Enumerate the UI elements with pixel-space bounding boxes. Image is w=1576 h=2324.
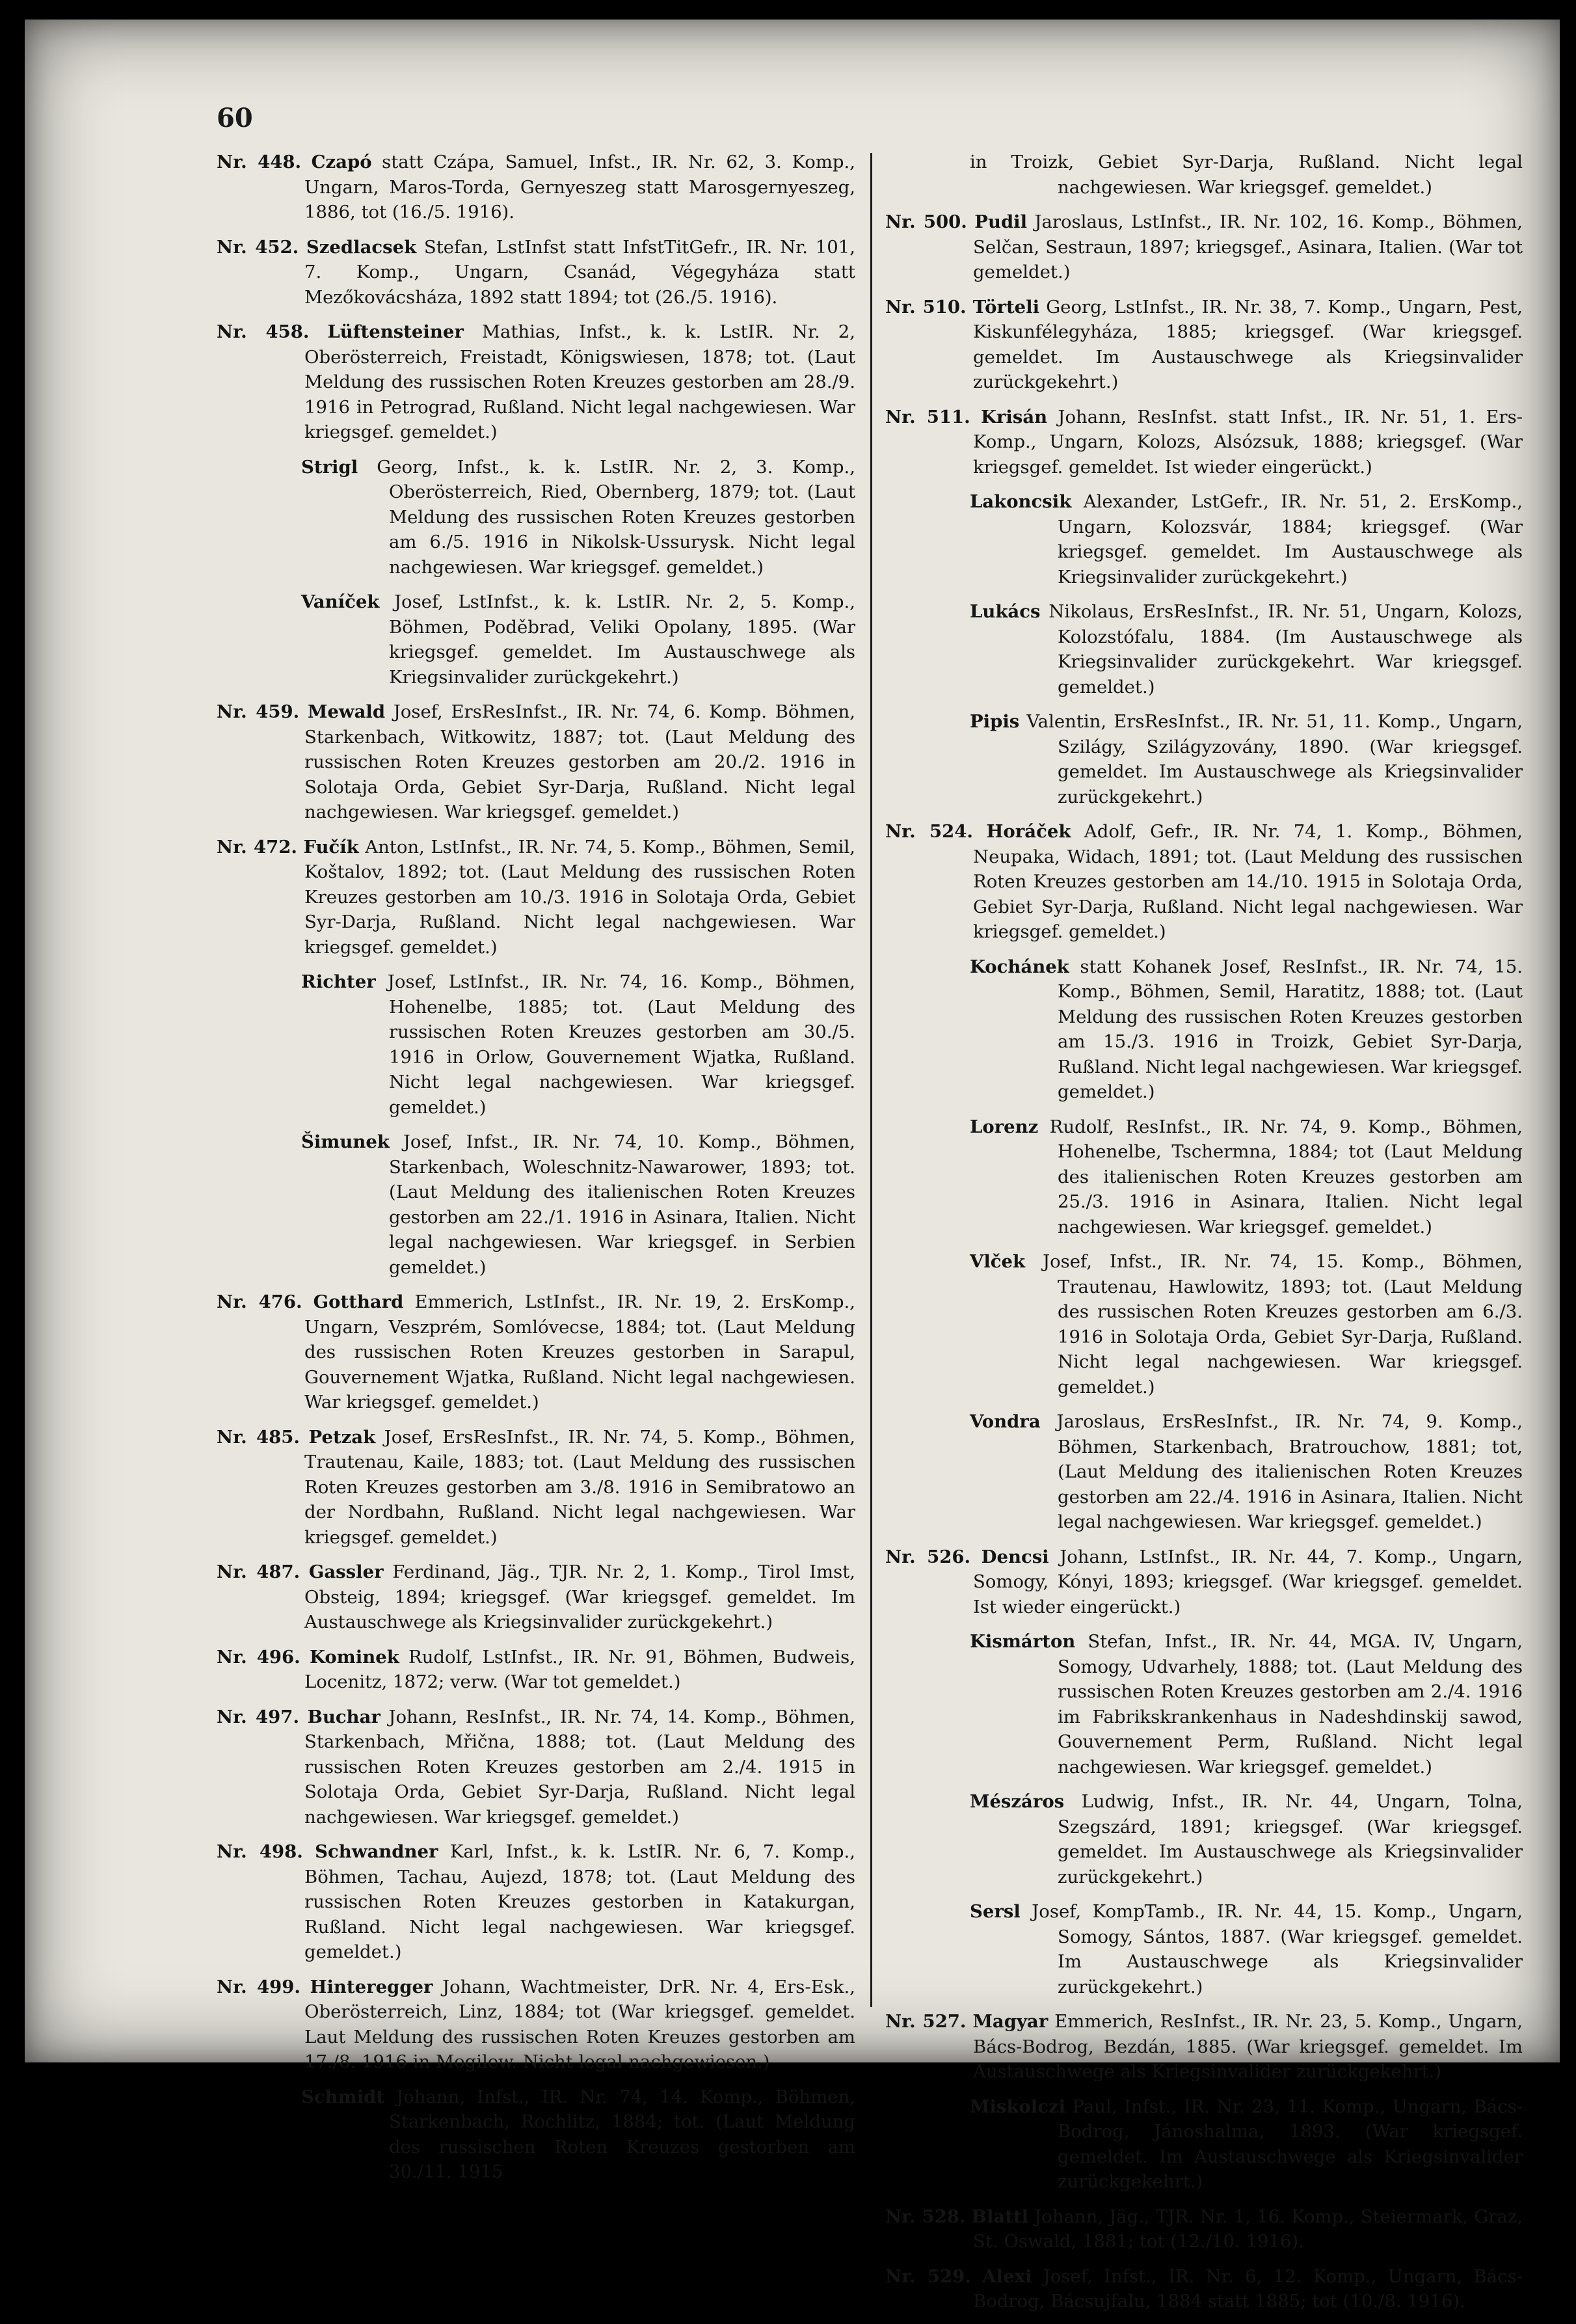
entry-number: Nr. 472. xyxy=(217,836,297,858)
entry xyxy=(301,1129,855,1280)
entry-text: Paul, Infst., IR. Nr. 23, 11. Komp., Ungarn, Bács-Bodrog, Jánoshalma, 1893. (War kriegsgef. gemeldet. Im Austauschwege als Kriegsinvalider zurückgekehrt.) xyxy=(1058,2096,1523,2192)
entry xyxy=(885,2204,1523,2254)
entry xyxy=(301,969,855,1120)
page-number: 60 xyxy=(217,103,253,133)
entry-text: Georg, Infst., k. k. LstIR. Nr. 2, 3. Komp., Oberösterreich, Ried, Obernberg, 1879; tot. (Laut Meldung des russischen Roten Kreuzes gestorben am 6./5. 1916 in Nikolsk-Ussurysk. Nicht legal nachgewiesen. War kriegsgef. gemeldet.) xyxy=(377,456,855,578)
entry-text: Johann, Jäg., TJR. Nr. 1, 16. Komp., Steiermark, Graz, St. Oswald, 1881; tot (12./10. 1916). xyxy=(973,2206,1523,2252)
entry-name: Magyar xyxy=(972,2011,1048,2032)
entry xyxy=(970,1249,1523,1399)
entry-number: Nr. 452. xyxy=(217,236,299,258)
entry xyxy=(970,709,1523,809)
entry-text: Karl, Infst., k. k. LstIR. Nr. 6, 7. Komp., Böhmen, Tachau, Aujezd, 1878; tot. (Laut Meldung des russischen Roten Kreuzes gestorben in Katakurgan, Rußland. Nicht legal nachgewiesen. War kriegsgef. gemeldet.) xyxy=(304,1841,855,1962)
entry-name: Vondra xyxy=(970,1411,1041,1432)
entry-name: Kochánek xyxy=(970,956,1069,977)
entry-number: Nr. 448. xyxy=(217,152,302,172)
entry-number: Nr. 500. xyxy=(885,211,967,232)
entry-number: Nr. 526. xyxy=(885,1546,971,1567)
entry-name: Kominek xyxy=(310,1646,399,1668)
entry-name: Schwandner xyxy=(315,1841,438,1862)
entry-text: Josef, Infst., IR. Nr. 6, 12. Komp., Ungarn, Bács-Bodrog, Bácsujfalu, 1884 statt 1885; tot (10./8. 1916). xyxy=(973,2265,1523,2312)
entry-name: Lukács xyxy=(970,601,1041,622)
entry xyxy=(970,489,1523,589)
entry-text: statt Czápa, Samuel, Infst., IR. Nr. 62, 3. Komp., Ungarn, Maros-Torda, Gernyeszeg statt Marosgernyeszeg, 1886, tot (16./5. 1916). xyxy=(304,152,855,223)
entry-text: Johann, Wachtmeister, DrR. Nr. 4, Ers-Esk., Oberösterreich, Linz, 1884; tot (War kriegsgef. gemeldet. Laut Meldung des russischen Roten Kreuzes gestorben am 17./8. 1916 in Mogilew. Nicht legal nachgewiesen.) xyxy=(304,1976,855,2072)
entry xyxy=(885,1545,1523,1620)
entry-text: Nikolaus, ErsResInfst., IR. Nr. 51, Ungarn, Kolozs, Kolozstófalu, 1884. (Im Austauschwege als Kriegsinvalider zurückgekehrt. War kriegsgef. gemeldet.) xyxy=(1048,601,1523,697)
entry-text: Stefan, LstInfst statt InfstTitGefr., IR. Nr. 101, 7. Komp., Ungarn, Csanád, Végegyháza statt Mezőkovácsháza, 1892 statt 1894; tot (26./5. 1916). xyxy=(304,236,855,308)
entry-name: Vaníček xyxy=(301,591,380,612)
entry-name: Gassler xyxy=(308,1561,384,1582)
entry xyxy=(217,1975,855,2075)
entry-number: Nr. 499. xyxy=(217,1976,301,1997)
entry-number: Nr. 458. xyxy=(217,321,310,342)
entry-text: Johann, ResInfst., IR. Nr. 74, 14. Komp., Böhmen, Starkenbach, Mřična, 1888; tot. (Laut Meldung des russischen Roten Kreuzes gestorben am 2./4. 1915 in Solotaja Orda, Gebiet Syr-Darja, Rußland. Nicht legal nachgewiesen. War kriegsgef. gemeldet.) xyxy=(304,1706,856,1828)
entry-name: Kismárton xyxy=(970,1631,1076,1652)
entry-name: Krisán xyxy=(981,406,1048,427)
entry-name: Schmidt xyxy=(301,2086,385,2107)
entry xyxy=(885,819,1523,945)
entry-text: Alexander, LstGefr., IR. Nr. 51, 2. ErsKomp., Ungarn, Kolozsvár, 1884; kriegsgef. (War kriegsgef. gemeldet. Im Austauschwege als Kriegsinvalider zurückgekehrt.) xyxy=(1058,491,1523,588)
entry-name: Dencsi xyxy=(981,1546,1049,1567)
entry xyxy=(217,835,855,960)
entry-text: Josef, ErsResInfst., IR. Nr. 74, 5. Komp., Böhmen, Trautenau, Kaile, 1883; tot. (Laut Meldung des russischen Roten Kreuzes gestorben am 3./8. 1916 in Semibratowo an der Nordbahn, Rußland. Nicht legal nachgewiesen. War kriegsgef. gemeldet.) xyxy=(304,1426,855,1548)
entry xyxy=(217,150,855,225)
entry-name: Pudil xyxy=(974,211,1028,232)
entry xyxy=(970,150,1523,200)
entry-name: Petzak xyxy=(308,1426,376,1448)
entry-name: Blattl xyxy=(971,2206,1029,2227)
entry-text: Josef, LstInfst., k. k. LstIR. Nr. 2, 5. Komp., Böhmen, Poděbrad, Veliki Opolany, 1895. (War kriegsgef. gemeldet. Im Austauschwege als Kriegsinvalider zurückgekehrt.) xyxy=(389,591,855,688)
entry-text: Emmerich, LstInfst., IR. Nr. 19, 2. ErsKomp., Ungarn, Veszprém, Somlóvecse, 1884; tot. (Laut Meldung des russischen Roten Kreuzes gestorben in Sarapul, Gouvernement Wjatka, Rußland. Nicht legal nachgewiesen. War kriegsgef. gemeldet.) xyxy=(304,1291,855,1412)
entry-number: Nr. 496. xyxy=(217,1646,301,1668)
entry xyxy=(970,2094,1523,2195)
entry-text: Adolf, Gefr., IR. Nr. 74, 1. Komp., Böhmen, Neupaka, Widach, 1891; tot. (Laut Meldung des russischen Roten Kreuzes gestorben am 14./10. 1915 in Solotaja Orda, Gebiet Syr-Darja, Rußland. Nicht legal nachgewiesen. War kriegsgef. gemeldet.) xyxy=(973,821,1523,942)
entry-name: Mewald xyxy=(307,701,386,722)
entry-name: Buchar xyxy=(307,1706,381,1727)
entry-name: Lüftensteiner xyxy=(327,321,464,342)
entry-text: Josef, LstInfst., IR. Nr. 74, 16. Komp., Böhmen, Hohenelbe, 1885; tot. (Laut Meldung des russischen Roten Kreuzes gestorben am 30./5. 1916 in Orlow, Gouvernement Wjatka, Rußland. Nicht legal nachgewiesen. War kriegsgef. gemeldet.) xyxy=(387,971,856,1118)
entry-number: Nr. 476. xyxy=(217,1291,302,1312)
entry-number: Nr. 459. xyxy=(217,701,300,722)
entry-text: statt Kohanek Josef, ResInfst., IR. Nr. 74, 15. Komp., Böhmen, Semil, Haratitz, 1888; tot. (Laut Meldung des russischen Roten Kreuzes gestorben am 15./3. 1916 in Troizk, Gebiet Syr-Darja, Rußland. Nicht legal nachgewiesen. War kriegsgef. gemeldet.) xyxy=(1058,956,1523,1102)
entry-number: Nr. 527. xyxy=(885,2011,967,2032)
entry xyxy=(970,1789,1523,1889)
entry-number: Nr. 511. xyxy=(885,406,970,427)
entry xyxy=(217,1425,855,1550)
entry-number: Nr. 498. xyxy=(217,1841,303,1862)
entry-number: Nr. 510. xyxy=(885,296,967,318)
entry-name: Richter xyxy=(301,971,376,992)
entry-number: Nr. 485. xyxy=(217,1426,300,1448)
entry-text: in Troizk, Gebiet Syr-Darja, Rußland. Nicht legal nachgewiesen. War kriegsgef. gemeldet.) xyxy=(970,152,1523,198)
entry-name: Törteli xyxy=(972,296,1040,318)
entry-text: Josef, Infst., IR. Nr. 74, 15. Komp., Böhmen, Trautenau, Hawlowitz, 1893; tot. (Laut Meldung des russischen Roten Kreuzes gestorben am 6./3. 1916 in Solotaja Orda, Gebiet Syr-Darja, Rußland. Nicht legal nachgewiesen. War kriegsgef. gemeldet.) xyxy=(1043,1251,1523,1398)
entry xyxy=(970,599,1523,699)
entry-text: Ferdinand, Jäg., TJR. Nr. 2, 1. Komp., Tirol Imst, Obsteig, 1894; kriegsgef. (War kriegsgef. gemeldet. Im Austauschwege als Kriegsinvalider zurückgekehrt.) xyxy=(304,1561,855,1632)
entry-text: Stefan, Infst., IR. Nr. 44, MGA. IV, Ungarn, Somogy, Udvarhely, 1888; tot. (Laut Meldung des russischen Roten Kreuzes gestorben am 2./4. 1916 im Fabrikskrankenhaus in Nadeshdinskij sawod, Gouvernement Perm, Rußland. Nicht legal nachgewiesen. War kriegsgef. gemeldet.) xyxy=(1058,1631,1523,1777)
entry-name: Strigl xyxy=(301,456,358,478)
entry xyxy=(970,1629,1523,1779)
entry xyxy=(217,319,855,445)
entry-text: Mathias, Infst., k. k. LstIR. Nr. 2, Oberösterreich, Freistadt, Königswiesen, 1878; tot. (Laut Meldung des russischen Roten Kreuzes gestorben am 28./9. 1916 in Petrograd, Rußland. Nicht legal nachgewiesen. War kriegsgef. gemeldet.) xyxy=(304,321,855,442)
entry xyxy=(885,209,1523,285)
entry-name: Mészáros xyxy=(970,1791,1065,1812)
entry-number: Nr. 528. xyxy=(885,2206,966,2227)
entry-name: Horáček xyxy=(986,821,1071,842)
entry-text: Anton, LstInfst., IR. Nr. 74, 5. Komp., Böhmen, Semil, Koštalov, 1892; tot. (Laut Meldung des russischen Roten Kreuzes gestorben am 10./3. 1916 in Solotaja Orda, Gebiet Syr-Darja, Rußland. Nicht legal nachgewiesen. War kriegsgef. gemeldet.) xyxy=(304,836,855,958)
entry xyxy=(970,1409,1523,1535)
entry xyxy=(217,1560,855,1635)
entry-name: Fučík xyxy=(303,836,359,858)
entry-name: Lakoncsik xyxy=(970,491,1072,512)
entry-number: Nr. 529. xyxy=(885,2265,971,2287)
entry-number: Nr. 497. xyxy=(217,1706,300,1727)
entry-name: Lorenz xyxy=(970,1116,1039,1137)
entry xyxy=(885,405,1523,480)
entry-text: Johann, Infst., IR. Nr. 74, 14. Komp., Böhmen, Starkenbach, Rochlitz, 1884; tot. (Laut Meldung des russischen Roten Kreuzes gestorben am 30./11. 1915 xyxy=(389,2086,856,2182)
entry-text: Rudolf, ResInfst., IR. Nr. 74, 9. Komp., Böhmen, Hohenelbe, Tschermna, 1884; tot (Laut Meldung des italienischen Roten Kreuzes gestorben am 25./3. 1916 in Asinara, Italien. Nicht legal nachgewiesen. War kriegsgef. gemeldet.) xyxy=(1049,1116,1523,1237)
entry-text: Rudolf, LstInfst., IR. Nr. 91, Böhmen, Budweis, Locenitz, 1872; verw. (War tot gemeldet.) xyxy=(304,1646,855,1692)
entry-text: Josef, ErsResInfst., IR. Nr. 74, 6. Komp. Böhmen, Starkenbach, Witkowitz, 1887; tot. (Laut Meldung des russischen Roten Kreuzes gestorben am 20./2. 1916 in Solotaja Orda, Gebiet Syr-Darja, Rußland. Nicht legal nachgewiesen. War kriegsgef. gemeldet.) xyxy=(304,701,856,822)
left-column xyxy=(217,150,855,2195)
entry xyxy=(217,1839,855,1965)
entry-text: Ludwig, Infst., IR. Nr. 44, Ungarn, Tolna, Szegszárd, 1891; kriegsgef. (War kriegsgef. gemeldet. Im Austauschwege als Kriegsinvalider zurückgekehrt.) xyxy=(1058,1791,1523,1887)
entry-number: Nr. 524. xyxy=(885,821,973,842)
entry-text: Jaroslaus, ErsResInfst., IR. Nr. 74, 9. Komp., Böhmen, Starkenbach, Bratrouchow, 1881; tot, (Laut Meldung des italienischen Roten Kreuzes gestorben am 22./4. 1916 in Asinara, Italien. Nicht legal nachgewiesen. War kriegsgef. gemeldet.) xyxy=(1056,1411,1523,1532)
entry-name: Pipis xyxy=(970,711,1020,732)
entry-name: Šimunek xyxy=(301,1131,390,1152)
document-page xyxy=(25,20,1560,2312)
entry-text: Johann, LstInfst., IR. Nr. 44, 7. Komp., Ungarn, Somogy, Kónyi, 1893; kriegsgef. (War kriegsgef. gemeldet. Ist wieder eingerückt.) xyxy=(973,1546,1523,1617)
entry xyxy=(301,455,855,580)
entry-name: Alexi xyxy=(982,2265,1032,2287)
entry-name: Czapó xyxy=(311,152,372,172)
entry xyxy=(970,954,1523,1105)
entry xyxy=(217,235,855,310)
entry-name: Sersl xyxy=(970,1901,1021,1922)
entry-name: Szedlacsek xyxy=(306,236,417,258)
entry xyxy=(301,2085,855,2185)
entry-text: Josef, KompTamb., IR. Nr. 44, 15. Komp., Ungarn, Somogy, Sántos, 1887. (War kriegsgef. gemeldet. Im Austauschwege als Kriegsinvalider zurückgekehrt.) xyxy=(1032,1901,1523,1997)
entry xyxy=(301,589,855,690)
entry-text: Georg, LstInfst., IR. Nr. 38, 7. Komp., Ungarn, Pest, Kiskunfélegyháza, 1885; kriegsgef. (War kriegsgef. gemeldet. Im Austauschwege als Kriegsinvalider zurückgekehrt.) xyxy=(973,296,1523,392)
entry-name: Miskolczi xyxy=(970,2096,1066,2117)
entry-name: Hinteregger xyxy=(310,1976,433,1997)
entry-text: Josef, Infst., IR. Nr. 74, 10. Komp., Böhmen, Starkenbach, Woleschnitz-Nawarower, 1893; tot. (Laut Meldung des italienischen Roten Kreuzes gestorben am 22./1. 1916 in Asinara, Italien. Nicht legal nachgewiesen. War kriegsgef. in Serbien gemeldet.) xyxy=(389,1131,855,1278)
entry-number: Nr. 487. xyxy=(217,1561,301,1582)
right-column xyxy=(885,150,1523,2324)
entry xyxy=(885,2009,1523,2085)
entry-text: Johann, ResInfst. statt Infst., IR. Nr. 51, 1. Ers-Komp., Ungarn, Kolozs, Alsózsuk, 1888; kriegsgef. (War kriegsgef. gemeldet. Ist wieder eingerückt.) xyxy=(973,406,1523,478)
entry xyxy=(885,295,1523,395)
entry xyxy=(217,1290,855,1415)
entry-text: Emmerich, ResInfst., IR. Nr. 23, 5. Komp., Ungarn, Bács-Bodrog, Bezdán, 1885. (War kriegsgef. gemeldet. Im Austauschwege als Kriegsinvalider zurückgekehrt.) xyxy=(973,2011,1523,2082)
entry-name: Vlček xyxy=(970,1251,1026,1272)
entry xyxy=(885,2264,1523,2314)
entry xyxy=(970,1899,1523,1999)
entry xyxy=(217,1645,855,1695)
entry-text: Jaroslaus, LstInfst., IR. Nr. 102, 16. Komp., Böhmen, Selčan, Sestraun, 1897; kriegsgef., Asinara, Italien. (War tot gemeldet.) xyxy=(973,211,1523,282)
entry-text: Valentin, ErsResInfst., IR. Nr. 51, 11. Komp., Ungarn, Szilágy, Szilágyzovány, 1890. (War kriegsgef. gemeldet. Im Austauschwege als Kriegsinvalider zurückgekehrt.) xyxy=(1026,711,1523,807)
column-divider xyxy=(870,153,872,2007)
entry xyxy=(217,1705,855,1830)
entry-name: Gotthard xyxy=(313,1291,404,1312)
entry xyxy=(217,699,855,825)
entry xyxy=(970,1115,1523,1240)
